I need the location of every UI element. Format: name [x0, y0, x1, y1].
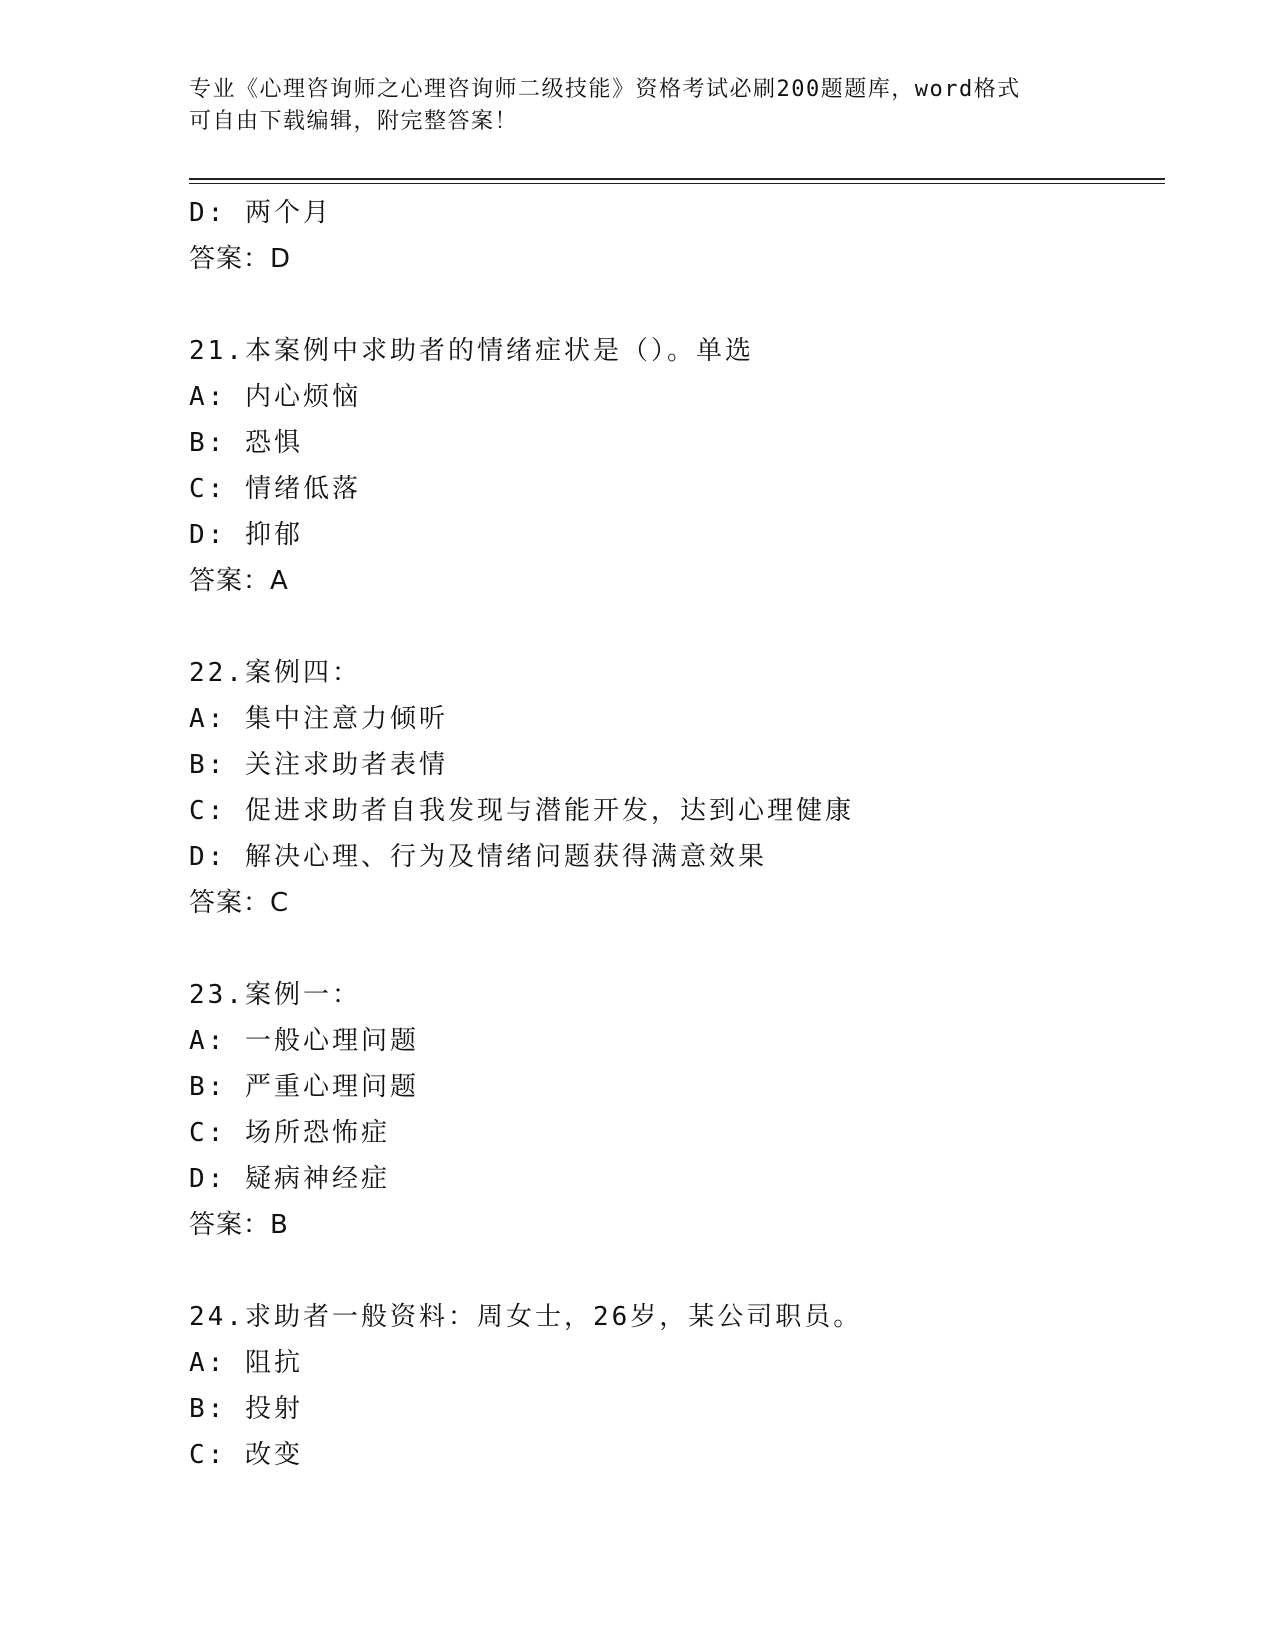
- header-divider-thin: [189, 183, 1165, 184]
- answer-line: 答案：C: [189, 888, 290, 918]
- question-24: [189, 1294, 1165, 1478]
- option-a: A: 集中注意力倾听: [189, 704, 448, 734]
- question-gap: [189, 282, 1165, 328]
- header-line-2: 可自由下载编辑，附完整答案！: [189, 109, 519, 134]
- option-c: C: 促进求助者自我发现与潜能开发，达到心理健康: [189, 796, 854, 826]
- question-stem: 21.本案例中求助者的情绪症状是（）。单选: [189, 336, 754, 366]
- option-c: C: 情绪低落: [189, 474, 361, 504]
- option-d: D: 抑郁: [189, 520, 303, 550]
- option-b: B: 投射: [189, 1394, 303, 1424]
- question-stem: 22.案例四：: [189, 658, 361, 688]
- option-a: A: 一般心理问题: [189, 1026, 419, 1056]
- option-b: B: 关注求助者表情: [189, 750, 448, 780]
- question-23: [189, 972, 1165, 1248]
- option-d: D: 解决心理、行为及情绪问题获得满意效果: [189, 842, 767, 872]
- document-body: [189, 190, 1165, 1478]
- option-b: B: 严重心理问题: [189, 1072, 419, 1102]
- question-stem: 23.案例一：: [189, 980, 361, 1010]
- header-divider-thick: [189, 178, 1165, 180]
- option-d: D: 疑病神经症: [189, 1164, 390, 1194]
- question-gap: [189, 1248, 1165, 1294]
- question-22: [189, 650, 1165, 926]
- question-stem: 24.求助者一般资料：周女士，26岁，某公司职员。: [189, 1302, 863, 1332]
- option-d: D: 两个月: [189, 198, 332, 228]
- option-c: C: 改变: [189, 1440, 303, 1470]
- option-b: B: 恐惧: [189, 428, 303, 458]
- option-a: A: 内心烦恼: [189, 382, 361, 412]
- option-a: A: 阻抗: [189, 1348, 303, 1378]
- answer-line: 答案：B: [189, 1210, 289, 1240]
- header-line-1: 专业《心理咨询师之心理咨询师二级技能》资格考试必刷200题题库，word格式: [189, 77, 1021, 102]
- document-header: [189, 74, 1089, 138]
- question-21: [189, 328, 1165, 604]
- question-gap: [189, 604, 1165, 650]
- option-c: C: 场所恐怖症: [189, 1118, 390, 1148]
- answer-line: 答案：A: [189, 566, 289, 596]
- answer-line: 答案：D: [189, 244, 292, 274]
- question-gap: [189, 926, 1165, 972]
